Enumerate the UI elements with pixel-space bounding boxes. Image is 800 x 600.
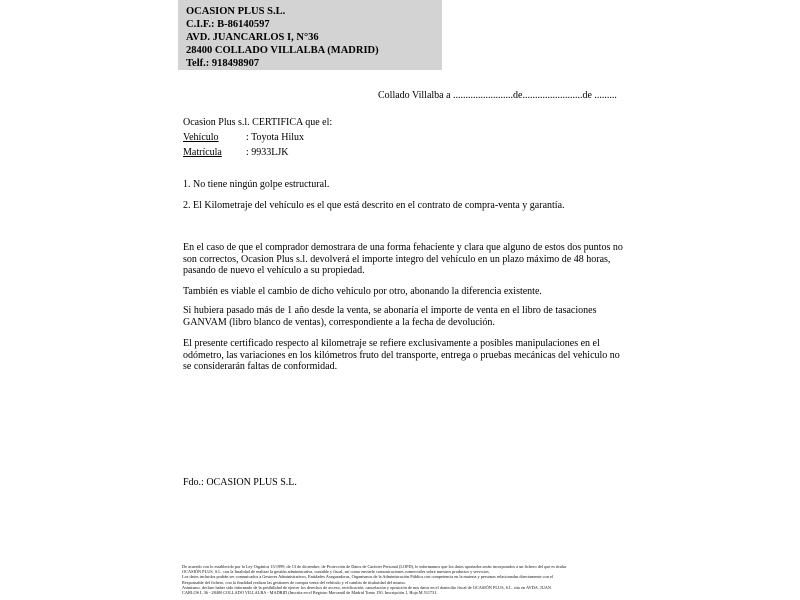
paragraph-refund-terms: En el caso de que el comprador demostrara de una forma fehaciente y clara que alguno de estos dos puntos no son correctos, Ocasion Plus s.l. devolverá el importe integro del vehículo en un plazo máximo de 48 horas, pasando de nuevo el vehículo a su propiedad.: [183, 242, 623, 277]
plate-value: : 9933LJK: [246, 147, 289, 158]
paragraph-ganvam-valuation: Si hubiera pasado más de 1 año desde la venta, se abonaría el importe de venta en el libro de tasaciones GANVAM (libro blanco de ventas), correspondiente a la fecha de devolución.: [183, 305, 597, 328]
legal-line: Responsable del fichero, con la finalidad realizar las gestiones de compra venta del vehículo y el cambio de titularidad del mismo.: [182, 579, 406, 585]
legal-line: Los datos incluidos podrán ser comunicados a Gestores Administrativos, Entidades Aseguradoras, Organismos de la Administración Pública con competencia en la materia y personas relacionadas directamente con el: [182, 574, 554, 580]
company-cif: C.I.F.: B-86140597: [186, 19, 270, 30]
legal-line: De acuerdo con lo establecido por la Ley Orgánica 15/1999, de 13 de diciembre, de Protección de Datos de Carácter Personal (LOPD), le informamos que los datos aportados serán incorporados a un fichero del que es titular: [182, 564, 567, 569]
point-2: 2. El Kilometraje del vehículo es el que está descrito en el contrato de compra-venta y garantía.: [183, 200, 565, 211]
paragraph-mileage-scope: El presente certificado respecto al kilometraje se refiere exclusivamente a posibles manipulaciones en el odómetro, las variaciones en los kilómetros fruto del transporte, entrega o pruebas mecánicas del vehiculo no se considerarán faltas de conformidad.: [183, 338, 620, 373]
legal-notice: [182, 564, 616, 595]
legal-line: OCASIÓN PLUS, S.L. con la finalidad de realizar la gestión administrativa, contable y fiscal, así como enviarle comunicaciones comerciales sobre nuestros productos y servicios.: [182, 569, 490, 575]
certification-block: [183, 115, 332, 160]
paragraph-exchange-option: También es viable el cambio de dicho vehiculo por otro, abonando la diferencia existente.: [183, 286, 542, 297]
signature-line: Fdo.: OCASION PLUS S.L.: [183, 477, 297, 488]
plate-row: [183, 145, 332, 160]
company-address: AVD. JUANCARLOS I, N°36: [186, 32, 319, 43]
company-name: OCASION PLUS S.L.: [186, 6, 286, 17]
vehicle-value: : Toyota Hilux: [246, 132, 305, 143]
company-phone: Telf.: 918498907: [186, 58, 260, 69]
certification-intro: Ocasion Plus s.l. CERTIFICA que el:: [183, 117, 333, 128]
date-line: Collado Villalba a ........................de........................de .........: [378, 90, 617, 101]
legal-line: Asimismo, declaro haber sido informado de la posibilidad de ejercer los derechos de acceso, rectificación, cancelación y oposición de mis datos en el domicilio fiscal de OCASIÓN PLUS, S.L. sito en AVDA. JUAN: [182, 584, 552, 590]
vehicle-row: [183, 130, 332, 145]
legal-line: CARLOS I, 36 - 28400 COLLADO VILLALBA - MADRID (Inscrita en el Registro Mercantil de Madrid Tomo 150, Inscripción 1, Hoja M 511731.: [182, 590, 438, 596]
letterhead-block: [178, 0, 442, 70]
point-1: 1. No tiene ningún golpe estructural.: [183, 179, 330, 190]
vehicle-label: Vehículo: [183, 132, 219, 143]
plate-label: Matrícula: [183, 147, 222, 158]
company-city: 28400 COLLADO VILLALBA (MADRID): [186, 45, 379, 56]
